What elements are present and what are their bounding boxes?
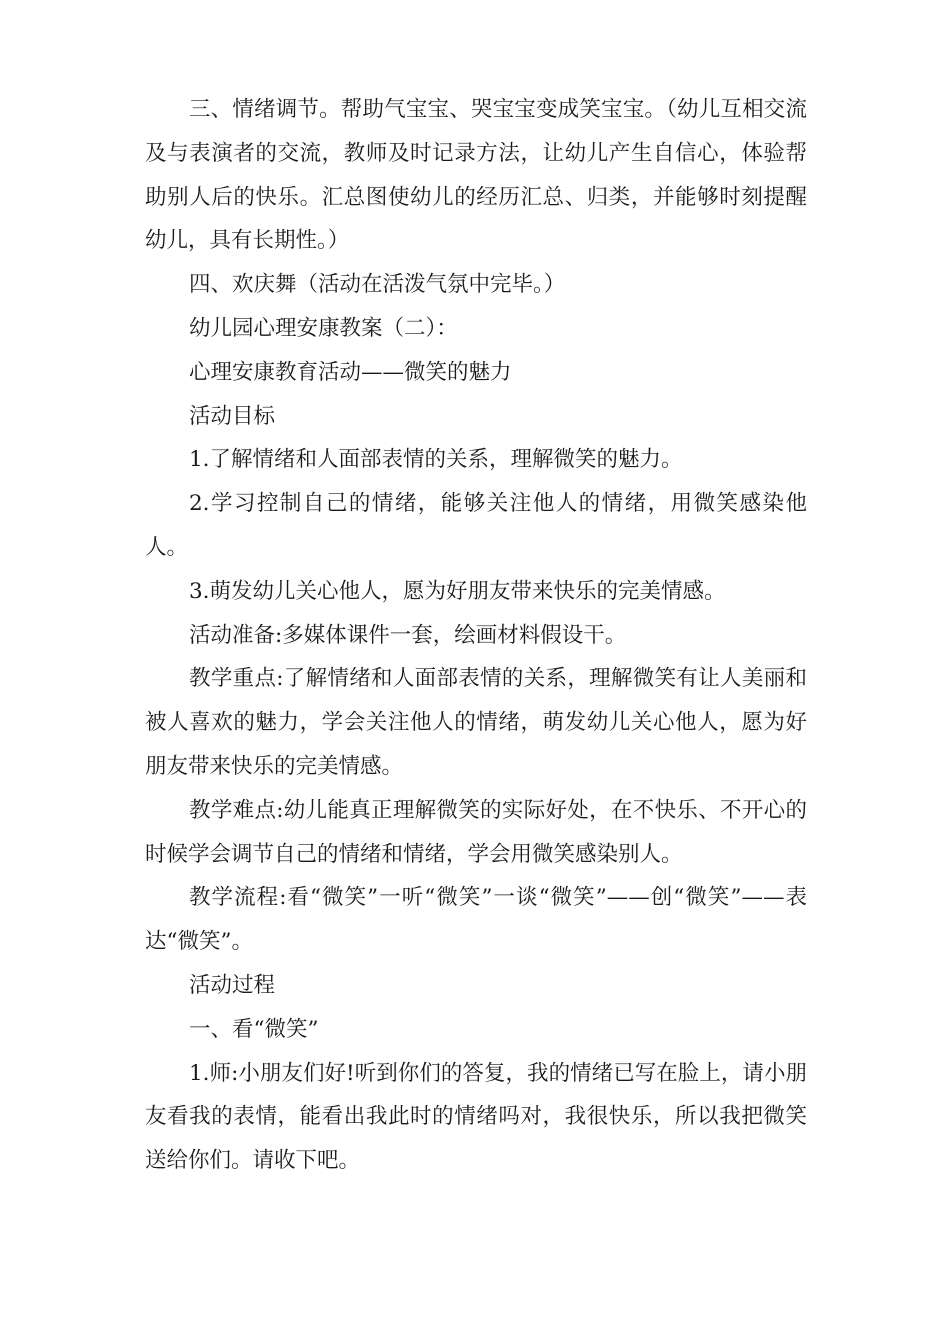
- paragraph-teaching-difficulty: 教学难点:幼儿能真正理解微笑的实际好处，在不快乐、不开心的时候学会调节自己的情绪和情绪，学会用微笑感染别人。: [145, 797, 807, 867]
- paragraph-teacher-greeting: 1.师:小朋友们好!听到你们的答复，我的情绪已写在脸上，请小朋友看我的表情，能看出我此时的情绪吗对，我很快乐，所以我把微笑送给你们。请收下吧。: [145, 1060, 807, 1174]
- heading-step-look-smile: 一、看“微笑”: [189, 1016, 319, 1042]
- goal-item-2: 2.学习控制自己的情绪，能够关注他人的情绪，用微笑感染他人。: [145, 491, 807, 560]
- document-body: [145, 88, 807, 1183]
- paragraph-teaching-focus: 教学重点:了解情绪和人面部表情的关系，理解微笑有让人美丽和被人喜欢的魅力，学会关注他人的情绪，萌发幼儿关心他人，愿为好朋友带来快乐的完美情感。: [145, 666, 807, 779]
- paragraph-celebration-dance: 四、欢庆舞（活动在活泼气氛中完毕。）: [189, 272, 566, 298]
- heading-activity-goals: 活动目标: [189, 403, 276, 429]
- paragraph-activity-preparation: 活动准备:多媒体课件一套，绘画材料假设干。: [189, 622, 627, 648]
- paragraph-activity-title: 心理安康教育活动——微笑的魅力: [189, 359, 512, 385]
- goal-item-1: 1.了解情绪和人面部表情的关系，理解微笑的魅力。: [189, 447, 683, 473]
- paragraph-lesson-plan-title: 幼儿园心理安康教案（二）：: [189, 315, 458, 341]
- goal-item-3: 3.萌发幼儿关心他人，愿为好朋友带来快乐的完美情感。: [189, 578, 726, 604]
- heading-activity-process: 活动过程: [189, 972, 276, 998]
- paragraph-teaching-flow: 教学流程:看“微笑”一听“微笑”一谈“微笑”——创“微笑”——表达“微笑”。: [145, 885, 807, 955]
- paragraph-emotion-regulation: 三、情绪调节。帮助气宝宝、哭宝宝变成笑宝宝。（幼儿互相交流及与表演者的交流，教师及时记录方法，让幼儿产生自信心，体验帮助别人后的快乐。汇总图使幼儿的经历汇总、归类，并能够时刻提醒幼儿，具有长期性。）: [145, 97, 807, 254]
